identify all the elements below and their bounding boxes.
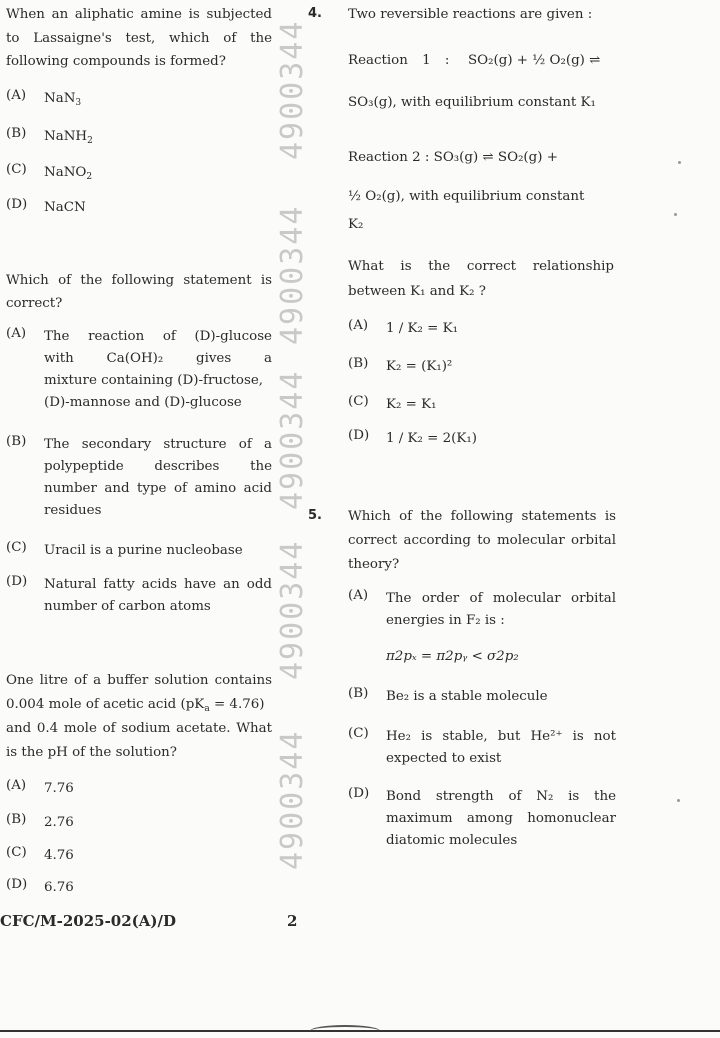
watermark-5: 4900344 <box>275 729 310 870</box>
option-text: 4.76 <box>44 848 74 863</box>
watermark-2: 4900344 <box>275 204 310 345</box>
qc-line-2-sub: a <box>204 704 210 714</box>
qb-line-1: Which of the following statement is <box>6 273 272 288</box>
option-label: (B) <box>6 126 27 141</box>
option-subscript: 2 <box>86 172 93 182</box>
qb-line-2: correct? <box>6 296 63 311</box>
option-line: (D)-mannose and (D)-glucose <box>44 395 242 410</box>
q4-reaction-1-line-2: SO₃(g), with equilibrium constant K₁ <box>348 95 596 110</box>
scan-speck <box>678 161 681 164</box>
option-line: The secondary structure of a <box>44 437 272 452</box>
qa-line-2: to Lassaigne's test, which of the <box>6 31 272 46</box>
option-label: (C) <box>348 394 369 409</box>
option-label: (C) <box>6 162 27 177</box>
watermark-3: 4900344 <box>275 369 310 510</box>
option-line: with Ca(OH)₂ gives a <box>44 351 272 366</box>
qc-line-3: and 0.4 mole of sodium acetate. What <box>6 721 272 736</box>
option-line: expected to exist <box>386 751 502 766</box>
option-line: number of carbon atoms <box>44 599 211 614</box>
qc-line-2-tail: = 4.76) <box>209 697 265 712</box>
qc-line-4: is the pH of the solution? <box>6 745 177 760</box>
option-label: (D) <box>6 197 28 212</box>
footer-code: CFC/M-2025-02(A)/D <box>0 912 177 930</box>
option-label: (A) <box>348 588 369 603</box>
option-label: (C) <box>6 845 27 860</box>
option-text: NaNO <box>44 165 87 180</box>
watermark-4: 4900344 <box>275 539 310 680</box>
option-line: residues <box>44 503 102 518</box>
option-label: (D) <box>6 574 28 589</box>
option-formula: π2pₓ = π2pᵧ < σ2p₂ <box>386 649 519 664</box>
option-label: (C) <box>348 726 369 741</box>
option-text: NaCN <box>44 200 86 215</box>
q5-line-2: correct according to molecular orbital <box>348 533 616 548</box>
option-text: 1 / K₂ = 2(K₁) <box>386 431 477 446</box>
option-label: (A) <box>6 88 27 103</box>
option-label: (B) <box>348 356 369 371</box>
option-text: 2.76 <box>44 815 74 830</box>
option-label: (D) <box>6 877 28 892</box>
q4-ask-line-2: between K₁ and K₂ ? <box>348 284 486 299</box>
option-line: Bond strength of N₂ is the <box>386 789 616 804</box>
q4-ask-line-1: What is the correct relationship <box>348 259 614 274</box>
qc-line-2-text: 0.004 mole of acetic acid (pK <box>6 697 205 712</box>
option-subscript: 3 <box>75 98 82 108</box>
q5-line-1: Which of the following statements is <box>348 509 616 524</box>
q4-number: 4. <box>308 6 322 21</box>
option-label: (B) <box>348 686 369 701</box>
option-line: energies in F₂ is : <box>386 613 505 628</box>
option-subscript: 2 <box>87 136 93 146</box>
option-line: The reaction of (D)-glucose <box>44 329 272 344</box>
option-label: (D) <box>348 428 370 443</box>
page-number: 2 <box>287 912 298 930</box>
option-text: NaN <box>44 91 76 106</box>
q4-intro: Two reversible reactions are given : <box>348 7 593 22</box>
option-line: number and type of amino acid <box>44 481 272 496</box>
option-label: (B) <box>6 812 27 827</box>
option-text: NaNH <box>44 129 88 144</box>
scan-speck <box>677 799 680 802</box>
q4-reaction-1-equation: SO₂(g) + ½ O₂(g) ⇌ <box>468 53 601 68</box>
option-label: (A) <box>6 326 27 341</box>
q5-number: 5. <box>308 508 322 523</box>
option-line: The order of molecular orbital <box>386 591 616 606</box>
q4-reaction-2-line-3: K₂ <box>348 217 364 232</box>
option-line: polypeptide describes the <box>44 459 272 474</box>
q5-line-3: theory? <box>348 557 400 572</box>
option-text: 7.76 <box>44 781 74 796</box>
option-line: Uracil is a purine nucleobase <box>44 543 243 558</box>
left-column <box>0 0 290 920</box>
qa-line-3: following compounds is formed? <box>6 54 226 69</box>
option-line: Be₂ is a stable molecule <box>386 689 548 704</box>
bottom-rule-mark <box>310 1025 380 1037</box>
q4-reaction-1-label: Reaction 1 : <box>348 53 450 68</box>
option-text: 1 / K₂ = K₁ <box>386 321 459 336</box>
option-line: Natural fatty acids have an odd <box>44 577 272 592</box>
option-label: (B) <box>6 434 27 449</box>
option-line: He₂ is stable, but He²⁺ is not <box>386 729 616 744</box>
option-label: (A) <box>6 778 27 793</box>
watermark-1: 4900344 <box>275 19 310 160</box>
q4-reaction-2-line-2: ½ O₂(g), with equilibrium constant <box>348 189 585 204</box>
option-label: (D) <box>348 786 370 801</box>
option-line: maximum among homonuclear <box>386 811 616 826</box>
option-line: diatomic molecules <box>386 833 518 848</box>
qc-line-1: One litre of a buffer solution contains <box>6 673 272 688</box>
option-line: mixture containing (D)-fructose, <box>44 373 263 388</box>
right-column <box>310 0 625 920</box>
option-text: 6.76 <box>44 880 74 895</box>
option-label: (A) <box>348 318 369 333</box>
option-text: K₂ = K₁ <box>386 397 437 412</box>
option-text: K₂ = (K₁)² <box>386 359 453 374</box>
qa-line-1: When an aliphatic amine is subjected <box>6 7 272 22</box>
scan-speck <box>674 213 677 216</box>
qc-line-2 <box>6 694 264 720</box>
option-label: (C) <box>6 540 27 555</box>
q4-reaction-2-line-1: Reaction 2 : SO₃(g) ⇌ SO₂(g) + <box>348 150 558 165</box>
